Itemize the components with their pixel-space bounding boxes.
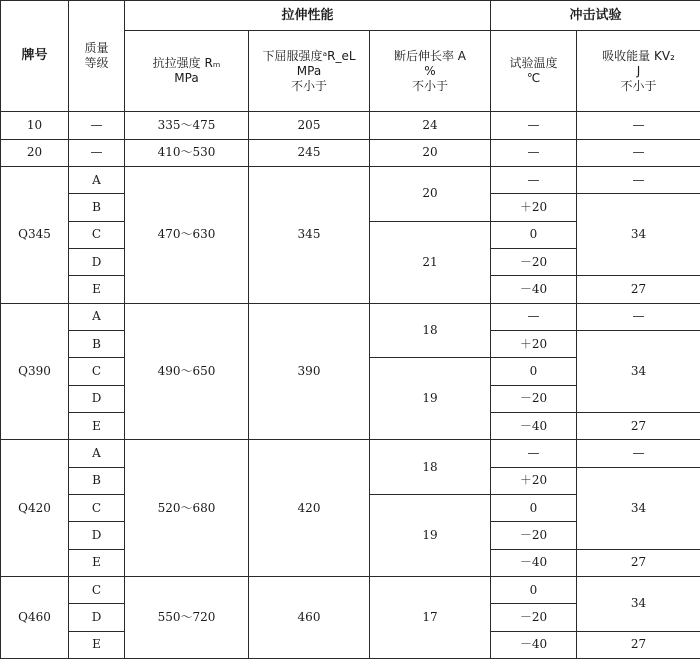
quality-cell: A: [69, 440, 125, 467]
header-quality: 质量 等级: [69, 1, 125, 112]
header-tensile-group: 拉伸性能: [125, 1, 491, 31]
quality-cell: C: [69, 358, 125, 385]
rel-cell: 205: [249, 112, 370, 139]
temp-cell: －20: [491, 604, 577, 631]
temp-cell: ＋20: [491, 330, 577, 357]
kv-cell: 27: [577, 276, 700, 303]
kv-cell: 34: [577, 330, 700, 412]
a-cell: 19: [370, 358, 491, 440]
rel-cell: 420: [249, 440, 370, 577]
quality-cell: D: [69, 385, 125, 412]
rel-cell: 245: [249, 139, 370, 166]
rm-cell: 335～475: [125, 112, 249, 139]
kv-cell: 34: [577, 576, 700, 631]
temp-cell: －20: [491, 248, 577, 275]
temp-cell: —: [491, 139, 577, 166]
quality-cell: B: [69, 330, 125, 357]
kv-cell: 27: [577, 549, 700, 576]
a-cell: 18: [370, 440, 491, 495]
rm-cell: 520～680: [125, 440, 249, 577]
temp-cell: —: [491, 440, 577, 467]
temp-cell: 0: [491, 494, 577, 521]
a-cell: 17: [370, 576, 491, 658]
kv-cell: 27: [577, 412, 700, 439]
table-row: [1, 576, 700, 603]
quality-cell: E: [69, 631, 125, 658]
rm-cell: 550～720: [125, 576, 249, 658]
grade-cell: Q390: [1, 303, 69, 440]
temp-cell: －40: [491, 276, 577, 303]
kv-cell: 34: [577, 194, 700, 276]
rel-cell: 390: [249, 303, 370, 440]
quality-cell: D: [69, 248, 125, 275]
kv-cell: 34: [577, 467, 700, 549]
table-row: [1, 139, 700, 166]
temp-cell: —: [491, 112, 577, 139]
table-row: [1, 303, 700, 330]
quality-cell: E: [69, 549, 125, 576]
quality-cell: A: [69, 303, 125, 330]
temp-cell: －40: [491, 549, 577, 576]
a-cell: 24: [370, 112, 491, 139]
quality-cell: D: [69, 604, 125, 631]
kv-cell: —: [577, 440, 700, 467]
a-cell: 18: [370, 303, 491, 358]
table-row: [1, 440, 700, 467]
rel-cell: 460: [249, 576, 370, 658]
temp-cell: ＋20: [491, 467, 577, 494]
kv-cell: —: [577, 112, 700, 139]
quality-cell: C: [69, 221, 125, 248]
header-grade: 牌号: [1, 1, 69, 112]
temp-cell: －20: [491, 385, 577, 412]
quality-cell: —: [69, 112, 125, 139]
header-kv: 吸收能量 KV₂ J 不小于: [577, 31, 700, 112]
a-cell: 20: [370, 139, 491, 166]
quality-cell: E: [69, 276, 125, 303]
kv-cell: 27: [577, 631, 700, 658]
quality-cell: C: [69, 576, 125, 603]
kv-cell: —: [577, 139, 700, 166]
quality-cell: —: [69, 139, 125, 166]
rel-cell: 345: [249, 167, 370, 304]
table-row: [1, 167, 700, 194]
temp-cell: 0: [491, 358, 577, 385]
temp-cell: 0: [491, 221, 577, 248]
temp-cell: －20: [491, 522, 577, 549]
quality-cell: A: [69, 167, 125, 194]
header-rm: 抗拉强度 Rₘ MPa: [125, 31, 249, 112]
header-a: 断后伸长率 A % 不小于: [370, 31, 491, 112]
temp-cell: －40: [491, 631, 577, 658]
a-cell: 19: [370, 494, 491, 576]
quality-cell: C: [69, 494, 125, 521]
quality-cell: B: [69, 194, 125, 221]
grade-cell: 10: [1, 112, 69, 139]
header-impact-group: 冲击试验: [491, 1, 700, 31]
temp-cell: 0: [491, 576, 577, 603]
header-rel: 下屈服强度ᵃR_eL MPa 不小于: [249, 31, 370, 112]
a-cell: 21: [370, 221, 491, 303]
a-cell: 20: [370, 167, 491, 222]
grade-cell: Q420: [1, 440, 69, 577]
temp-cell: —: [491, 303, 577, 330]
temp-cell: ＋20: [491, 194, 577, 221]
grade-cell: Q460: [1, 576, 69, 658]
kv-cell: —: [577, 167, 700, 194]
kv-cell: —: [577, 303, 700, 330]
rm-cell: 490～650: [125, 303, 249, 440]
grade-cell: Q345: [1, 167, 69, 304]
quality-cell: D: [69, 522, 125, 549]
rm-cell: 470～630: [125, 167, 249, 304]
rm-cell: 410～530: [125, 139, 249, 166]
quality-cell: B: [69, 467, 125, 494]
temp-cell: －40: [491, 412, 577, 439]
table-row: [1, 112, 700, 139]
header-temp: 试验温度 ℃: [491, 31, 577, 112]
grade-cell: 20: [1, 139, 69, 166]
quality-cell: E: [69, 412, 125, 439]
temp-cell: —: [491, 167, 577, 194]
